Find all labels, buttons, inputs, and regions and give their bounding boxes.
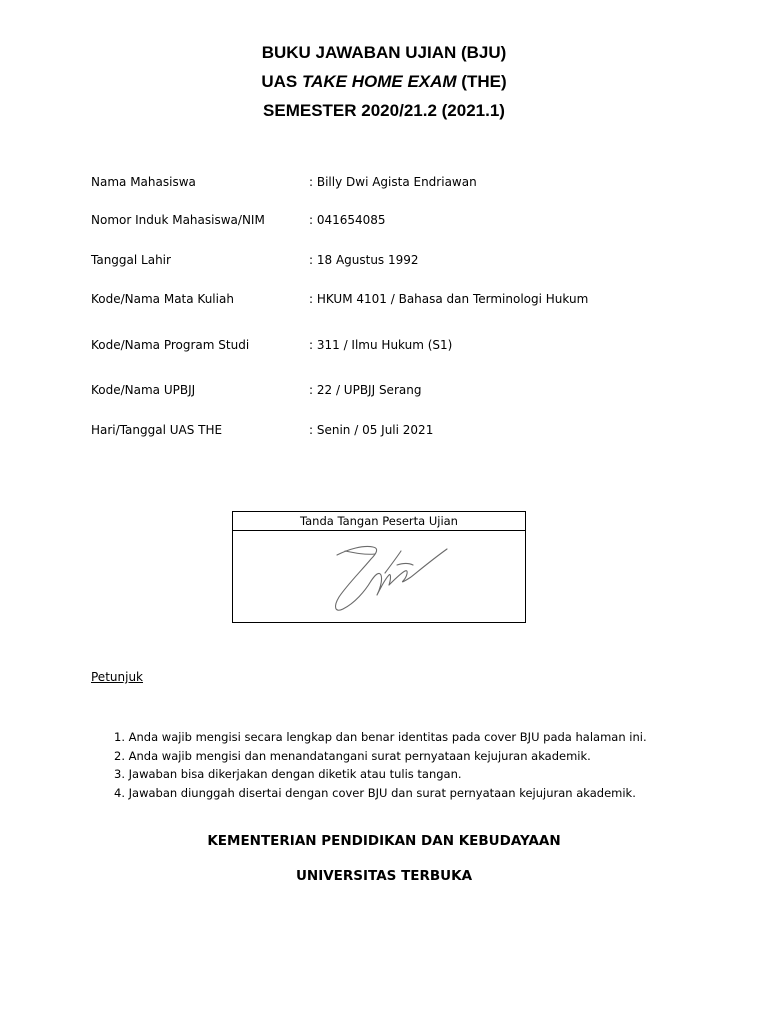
instruction-item: 4. Jawaban diunggah disertai dengan cover BJU dan surat pernyataan kejujuran akademik.: [114, 785, 636, 800]
signature-box: [232, 511, 526, 623]
title-line-2-prefix: UAS: [261, 72, 302, 91]
title-line-3: SEMESTER 2020/21.2 (2021.1): [263, 101, 505, 120]
instructions-heading: Petunjuk: [91, 670, 143, 684]
title-line-1: BUKU JAWABAN UJIAN (BJU): [261, 43, 507, 62]
field-value-nim: : 041654085: [309, 213, 386, 227]
title-line-2: [0, 72, 768, 92]
field-value-nama: : Billy Dwi Agista Endriawan: [309, 175, 477, 189]
field-label-nama: Nama Mahasiswa: [91, 175, 196, 189]
footer-university: UNIVERSITAS TERBUKA: [295, 868, 473, 884]
field-label-hari-tanggal: Hari/Tanggal UAS THE: [91, 423, 223, 437]
field-label-tanggal-lahir: Tanggal Lahir: [91, 253, 171, 267]
field-value-hari-tanggal: : Senin / 05 Juli 2021: [309, 423, 434, 437]
field-value-upbjj: : 22 / UPBJJ Serang: [309, 383, 422, 397]
title-line-2-suffix: (THE): [456, 72, 507, 91]
signature-box-header: Tanda Tangan Peserta Ujian: [233, 512, 525, 531]
field-label-program-studi: Kode/Nama Program Studi: [91, 338, 250, 352]
field-value-tanggal-lahir: : 18 Agustus 1992: [309, 253, 419, 267]
signature-image: [325, 535, 455, 617]
instruction-item: 3. Jawaban bisa dikerjakan dengan diketik atau tulis tangan.: [114, 767, 462, 781]
field-label-nim: Nomor Induk Mahasiswa/NIM: [91, 213, 265, 227]
footer-ministry: KEMENTERIAN PENDIDIKAN DAN KEBUDAYAAN: [207, 833, 561, 849]
instructions-list: [114, 728, 647, 802]
field-label-upbjj: Kode/Nama UPBJJ: [91, 383, 196, 397]
field-label-mata-kuliah: Kode/Nama Mata Kuliah: [91, 292, 234, 306]
field-value-program-studi: : 311 / Ilmu Hukum (S1): [309, 338, 453, 352]
instruction-item: 2. Anda wajib mengisi dan menandatangani surat pernyataan kejujuran akademik.: [114, 748, 591, 763]
signature-area: [233, 531, 525, 622]
title-line-2-italic: TAKE HOME EXAM: [302, 72, 457, 91]
field-value-mata-kuliah: : HKUM 4101 / Bahasa dan Terminologi Hukum: [309, 292, 589, 306]
instruction-item: 1. Anda wajib mengisi secara lengkap dan benar identitas pada cover BJU pada halaman ini.: [114, 730, 647, 744]
